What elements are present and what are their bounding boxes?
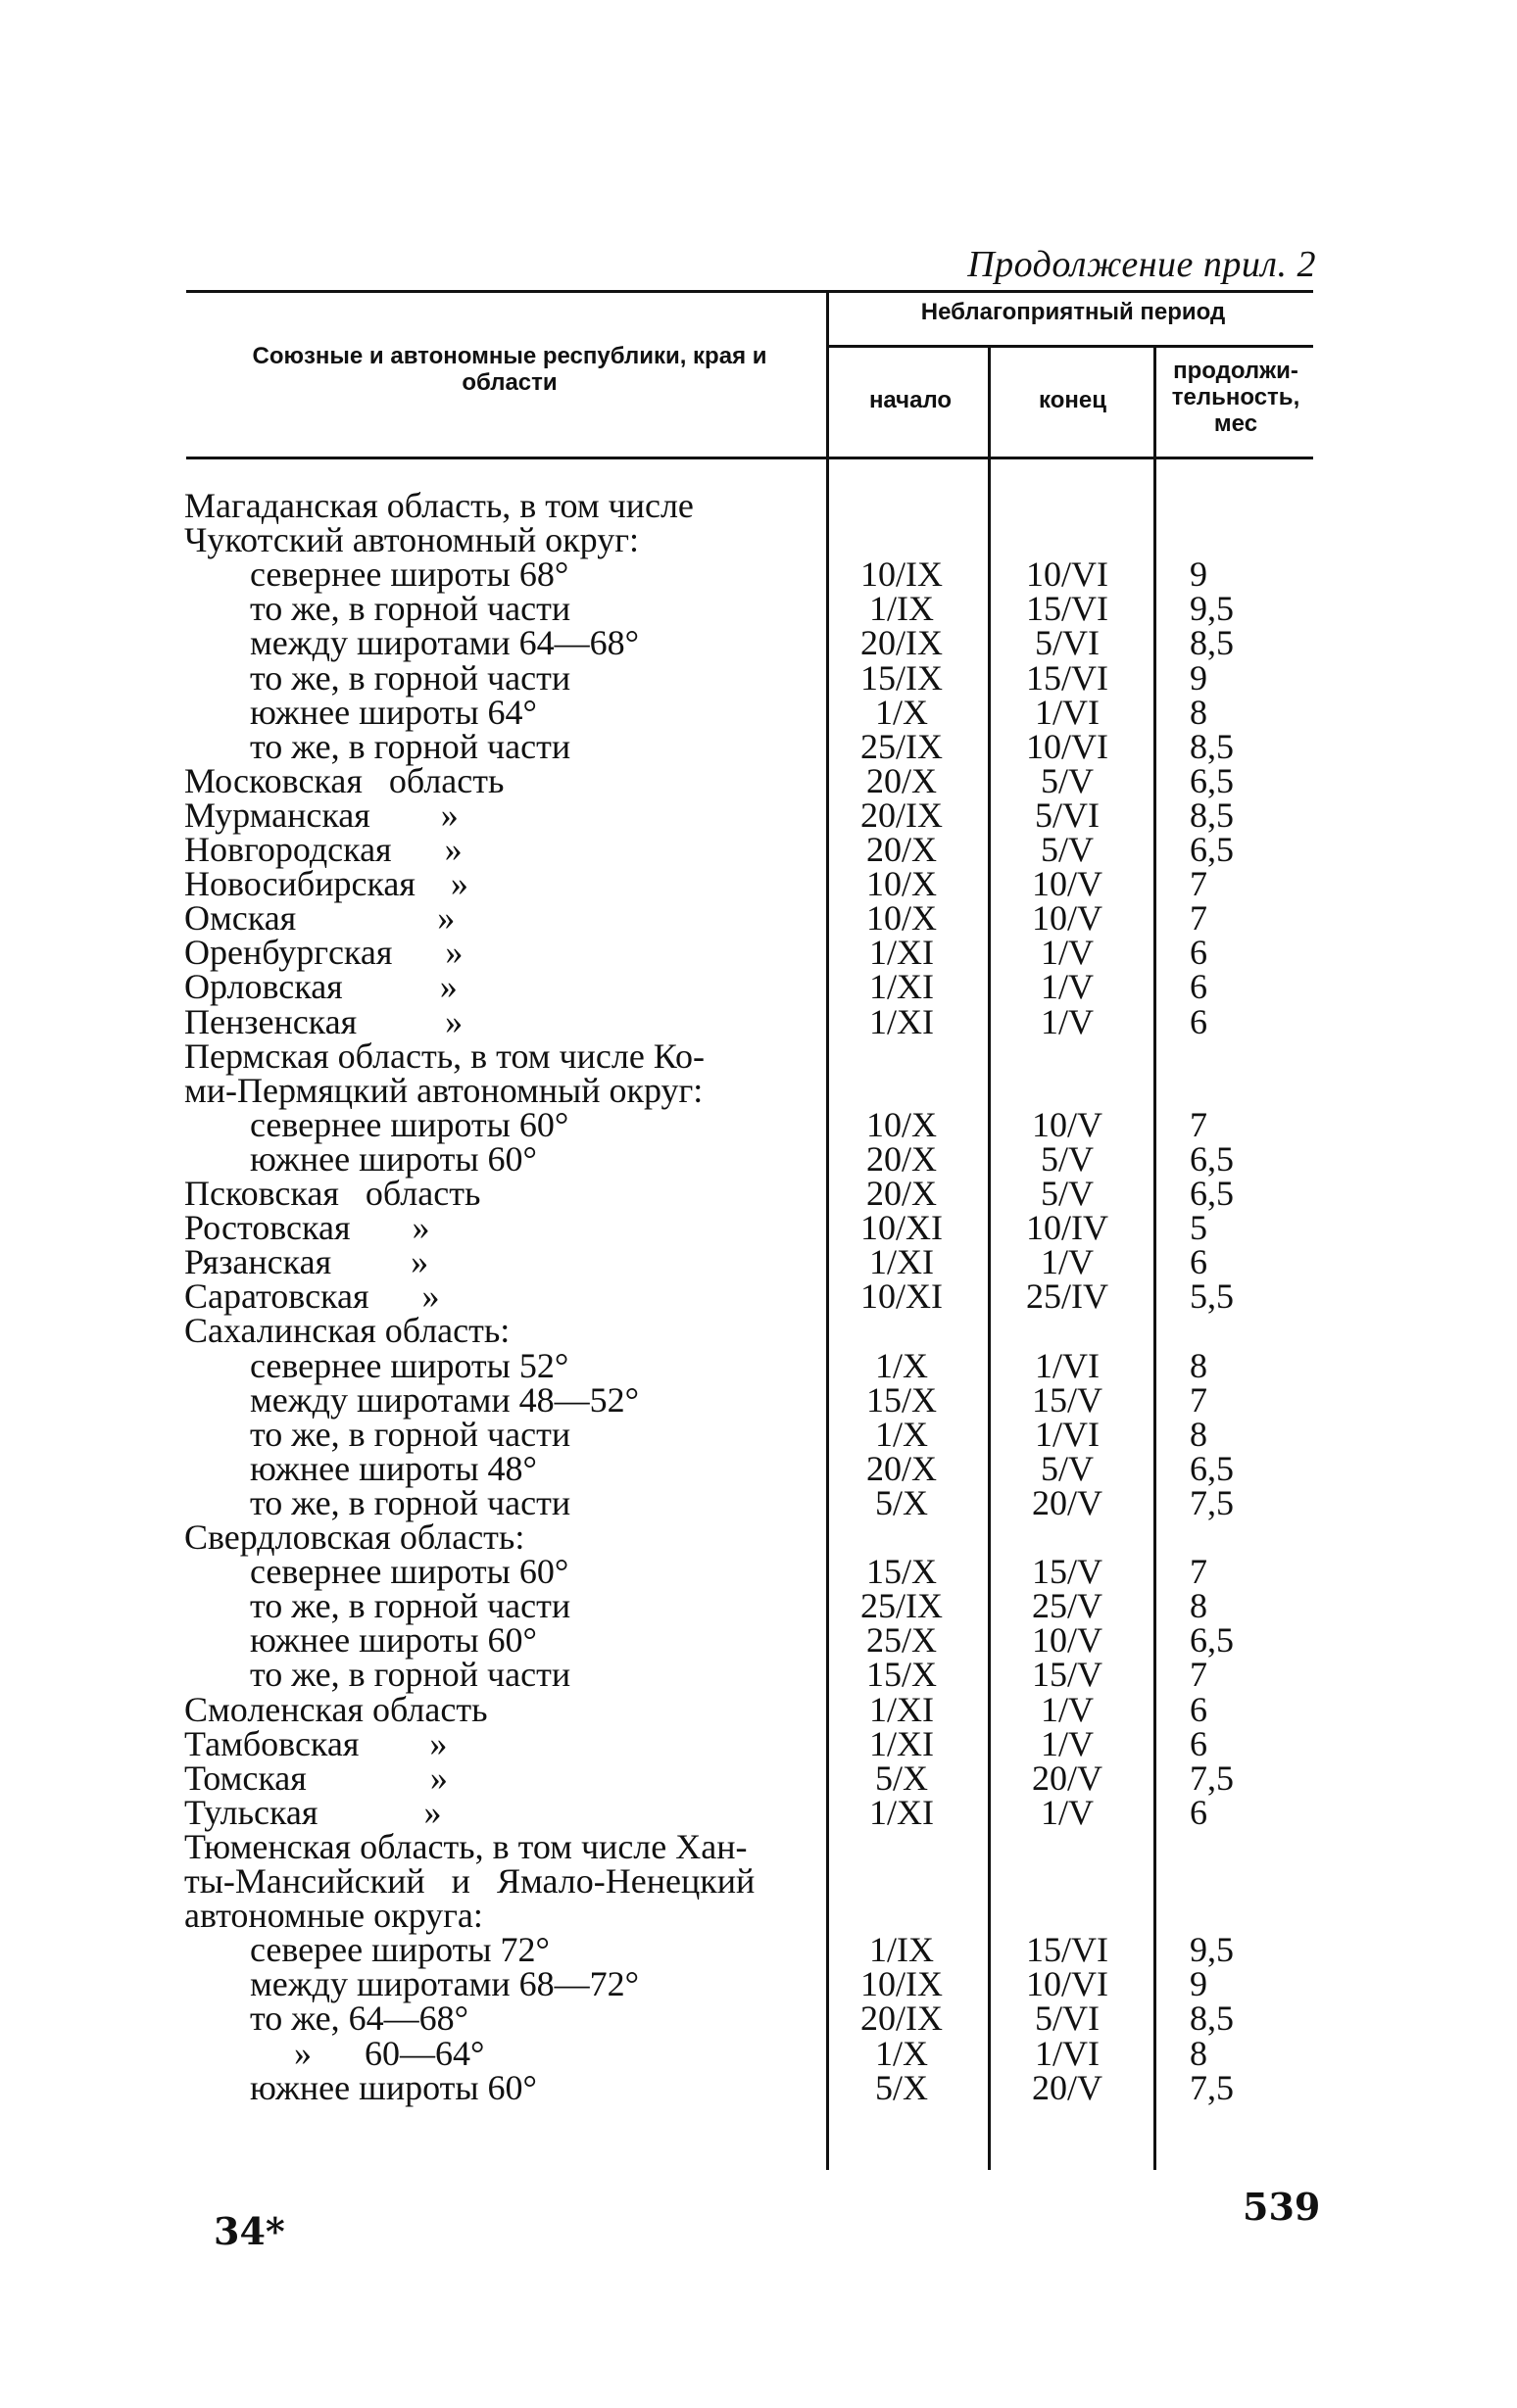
region-name: южнее широты 60°: [250, 1620, 537, 1661]
period-end: 10/VI: [1026, 726, 1108, 766]
signature-mark: 34*: [214, 2209, 285, 2253]
table-row: [0, 1863, 1517, 1899]
header-unfavorable-period: Неблагоприятный период: [920, 299, 1226, 325]
period-duration: 6: [1190, 967, 1207, 1007]
period-start: 1/XI: [869, 933, 934, 973]
period-start: 15/X: [866, 1379, 937, 1420]
table-row: [0, 1620, 1517, 1661]
period-end: 5/V: [1041, 1174, 1094, 1213]
period-duration: 9,5: [1190, 1930, 1234, 1970]
period-start: 20/IX: [860, 1999, 943, 2039]
page-number: 539: [1243, 2185, 1321, 2229]
region-name: Пермская область, в том числе Ко-: [184, 1035, 706, 1076]
header-start: начало: [868, 387, 953, 413]
period-end: 5/V: [1041, 830, 1094, 869]
table-row: [0, 1035, 1517, 1076]
region-name: северее широты 72°: [250, 1930, 550, 1970]
region-name: ты-Мансийский и Ямало-Ненецкий: [184, 1861, 756, 1901]
region-name: то же, в горной части: [250, 726, 571, 766]
table-row: [0, 2067, 1517, 2107]
table-row: [0, 832, 1517, 867]
period-start: 25/IX: [860, 726, 943, 766]
period-end: 10/VI: [1026, 554, 1108, 595]
region-name: Московская область: [184, 760, 505, 800]
period-end: 20/V: [1032, 2067, 1102, 2107]
period-start: 1/XI: [869, 1723, 934, 1763]
table-top-rule: [186, 290, 1313, 293]
period-start: 20/X: [866, 1174, 937, 1213]
table-row: [0, 1999, 1517, 2039]
period-start: 20/X: [866, 1448, 937, 1488]
period-start: 15/X: [866, 1655, 937, 1695]
region-name: Оренбургская »: [184, 933, 464, 973]
region-name: Тамбовская »: [184, 1723, 448, 1763]
table-row: [0, 1448, 1517, 1488]
period-duration: 5,5: [1190, 1276, 1234, 1317]
region-name: Сахалинская область:: [184, 1311, 511, 1351]
table-row: [0, 967, 1517, 1007]
table-row: [0, 1826, 1517, 1866]
region-name: Омская »: [184, 898, 456, 939]
period-end: 10/V: [1032, 1620, 1102, 1661]
period-end: 5/VI: [1035, 1999, 1100, 2039]
table-row: [0, 1208, 1517, 1248]
region-name: Магаданская область, в том числе: [184, 486, 694, 525]
period-end: 10/IV: [1026, 1208, 1108, 1248]
period-duration: 6: [1190, 1792, 1207, 1832]
region-name: севернее широты 68°: [250, 554, 569, 595]
table-row: [0, 864, 1517, 904]
period-end: 10/V: [1032, 898, 1102, 939]
region-name: то же, в горной части: [250, 1414, 571, 1454]
period-start: 1/XI: [869, 967, 934, 1007]
region-name: Саратовская »: [184, 1276, 440, 1317]
header-duration: продолжи-тельность, мес: [1171, 358, 1300, 437]
period-duration: 6: [1190, 1001, 1207, 1041]
region-name: то же, 64—68°: [250, 1999, 469, 2039]
table-row: [0, 1276, 1517, 1317]
period-end: 1/VI: [1035, 2033, 1100, 2073]
region-name: между широтами 48—52°: [250, 1379, 640, 1420]
table-row: [0, 1655, 1517, 1695]
group-header-rule: [828, 345, 1313, 348]
period-duration: 9: [1190, 1964, 1207, 2004]
period-start: 10/X: [866, 1104, 937, 1144]
region-name: севернее широты 52°: [250, 1345, 569, 1385]
region-name: Орловская »: [184, 967, 458, 1007]
region-name: южнее широты 60°: [250, 1138, 537, 1179]
header-regions: Союзные и автономные республики, края и области: [252, 343, 767, 396]
period-start: 10/X: [866, 864, 937, 904]
region-name: автономные округа:: [184, 1896, 483, 1936]
period-duration: 6,5: [1190, 1174, 1234, 1213]
region-name: то же, в горной части: [250, 1586, 571, 1626]
region-name: между широтами 64—68°: [250, 623, 640, 663]
period-duration: 7: [1190, 1552, 1207, 1592]
header-bottom-rule: [186, 457, 1313, 459]
period-start: 10/IX: [860, 1964, 943, 2004]
period-start: 1/X: [875, 1345, 928, 1385]
period-duration: 5: [1190, 1208, 1207, 1248]
period-start: 20/IX: [860, 623, 943, 663]
table-row: [0, 1930, 1517, 1970]
period-end: 1/VI: [1035, 692, 1100, 732]
period-duration: 9: [1190, 657, 1207, 698]
table-row: [0, 1176, 1517, 1211]
period-start: 10/X: [866, 898, 937, 939]
period-duration: 8: [1190, 1414, 1207, 1454]
period-end: 20/V: [1032, 1482, 1102, 1522]
table-row: [0, 1689, 1517, 1729]
table-row: [0, 1482, 1517, 1522]
period-duration: 6,5: [1190, 760, 1234, 800]
period-duration: 6,5: [1190, 1620, 1234, 1661]
table-row: [0, 726, 1517, 766]
period-start: 10/XI: [860, 1276, 943, 1317]
period-start: 15/IX: [860, 657, 943, 698]
table-row: [0, 898, 1517, 939]
period-end: 1/V: [1041, 1792, 1094, 1832]
period-end: 5/VI: [1035, 623, 1100, 663]
period-end: 1/VI: [1035, 1414, 1100, 1454]
period-end: 15/VI: [1026, 657, 1108, 698]
period-start: 5/X: [875, 1758, 928, 1798]
table-row: [0, 1964, 1517, 2004]
region-name: Новгородская »: [184, 830, 463, 869]
period-start: 25/IX: [860, 1586, 943, 1626]
region-name: Ростовская »: [184, 1208, 430, 1248]
period-duration: 7,5: [1190, 1758, 1234, 1798]
table-row: [0, 589, 1517, 629]
period-end: 10/VI: [1026, 1964, 1108, 2004]
period-start: 20/X: [866, 760, 937, 800]
period-duration: 8,5: [1190, 726, 1234, 766]
period-start: 20/X: [866, 830, 937, 869]
period-duration: 8: [1190, 1345, 1207, 1385]
continuation-caption: Продолжение прил. 2: [967, 244, 1316, 285]
table-row: [0, 1311, 1517, 1351]
period-end: 1/V: [1041, 1723, 1094, 1763]
period-end: 5/V: [1041, 760, 1094, 800]
period-duration: 7: [1190, 898, 1207, 939]
table-row: [0, 933, 1517, 973]
region-name: Тюменская область, в том числе Хан-: [184, 1826, 748, 1866]
table-row: [0, 1723, 1517, 1763]
region-name: севернее широты 60°: [250, 1104, 569, 1144]
period-end: 5/V: [1041, 1448, 1094, 1488]
region-name: то же, в горной части: [250, 1482, 571, 1522]
period-duration: 7: [1190, 1655, 1207, 1695]
period-duration: 7,5: [1190, 1482, 1234, 1522]
period-start: 1/XI: [869, 1242, 934, 1282]
period-duration: 8: [1190, 2033, 1207, 2073]
region-name: южнее широты 64°: [250, 692, 537, 732]
region-name: Рязанская »: [184, 1242, 429, 1282]
period-start: 20/X: [866, 1138, 937, 1179]
region-name: Смоленская область: [184, 1689, 488, 1729]
table-row: [0, 692, 1517, 732]
period-duration: 7: [1190, 1379, 1207, 1420]
period-end: 15/VI: [1026, 589, 1108, 629]
period-end: 20/V: [1032, 1758, 1102, 1798]
table-row: [0, 1242, 1517, 1282]
period-start: 1/IX: [869, 589, 934, 629]
region-name: южнее широты 48°: [250, 1448, 537, 1488]
period-duration: 6: [1190, 1242, 1207, 1282]
period-start: 25/X: [866, 1620, 937, 1661]
period-duration: 9,5: [1190, 589, 1234, 629]
period-start: 10/XI: [860, 1208, 943, 1248]
table-row: [0, 520, 1517, 560]
period-duration: 8: [1190, 692, 1207, 732]
table-row: [0, 760, 1517, 800]
table-row: [0, 1001, 1517, 1041]
period-duration: 8,5: [1190, 623, 1234, 663]
period-start: 1/XI: [869, 1001, 934, 1041]
period-end: 15/V: [1032, 1379, 1102, 1420]
period-start: 1/X: [875, 1414, 928, 1454]
region-name: то же, в горной части: [250, 1655, 571, 1695]
region-name: Томская »: [184, 1758, 448, 1798]
period-start: 20/IX: [860, 795, 943, 835]
period-end: 5/VI: [1035, 795, 1100, 835]
table-row: [0, 554, 1517, 595]
table-row: [0, 1519, 1517, 1555]
period-duration: 6,5: [1190, 830, 1234, 869]
period-end: 15/V: [1032, 1552, 1102, 1592]
period-end: 15/V: [1032, 1655, 1102, 1695]
period-duration: 7,5: [1190, 2067, 1234, 2107]
period-start: 15/X: [866, 1552, 937, 1592]
period-end: 1/V: [1041, 1689, 1094, 1729]
period-start: 10/IX: [860, 554, 943, 595]
period-duration: 8,5: [1190, 795, 1234, 835]
table-row: [0, 1896, 1517, 1936]
period-duration: 7: [1190, 1104, 1207, 1144]
period-end: 10/V: [1032, 1104, 1102, 1144]
period-duration: 6: [1190, 1689, 1207, 1729]
period-start: 1/X: [875, 2033, 928, 2073]
period-duration: 7: [1190, 864, 1207, 904]
period-duration: 9: [1190, 554, 1207, 595]
period-end: 1/V: [1041, 1001, 1094, 1041]
table-row: [0, 1586, 1517, 1626]
period-start: 1/X: [875, 692, 928, 732]
table-row: [0, 797, 1517, 833]
table-row: [0, 488, 1517, 523]
region-name: то же, в горной части: [250, 657, 571, 698]
region-name: Псковская область: [184, 1174, 481, 1213]
period-start: 5/X: [875, 2067, 928, 2107]
period-duration: 8: [1190, 1586, 1207, 1626]
region-name: то же, в горной части: [250, 589, 571, 629]
region-name: между широтами 68—72°: [250, 1964, 640, 2004]
period-end: 25/V: [1032, 1586, 1102, 1626]
table-row: [0, 1760, 1517, 1796]
period-end: 10/V: [1032, 864, 1102, 904]
region-name: » 60—64°: [294, 2033, 485, 2073]
period-start: 1/XI: [869, 1792, 934, 1832]
region-name: южнее широты 60°: [250, 2067, 537, 2107]
table-row: [0, 1104, 1517, 1144]
table-row: [0, 2033, 1517, 2073]
period-duration: 6: [1190, 933, 1207, 973]
region-name: ми-Пермяцкий автономный округ:: [184, 1070, 704, 1110]
table-row: [0, 1792, 1517, 1832]
period-end: 1/V: [1041, 967, 1094, 1007]
table-row: [0, 623, 1517, 663]
period-duration: 8,5: [1190, 1999, 1234, 2039]
table-row: [0, 1138, 1517, 1179]
region-name: Чукотский автономный округ:: [184, 520, 639, 560]
period-end: 15/VI: [1026, 1930, 1108, 1970]
header-end: конец: [1039, 387, 1106, 413]
region-name: Тульская »: [184, 1792, 442, 1832]
region-name: Свердловская область:: [184, 1517, 525, 1557]
table-row: [0, 1552, 1517, 1592]
region-name: Мурманская »: [184, 795, 459, 835]
table-row: [0, 1070, 1517, 1110]
region-name: севернее широты 60°: [250, 1552, 569, 1592]
region-name: Новосибирская »: [184, 864, 468, 904]
table-row: [0, 1414, 1517, 1454]
period-end: 1/V: [1041, 1242, 1094, 1282]
period-end: 1/VI: [1035, 1345, 1100, 1385]
period-duration: 6,5: [1190, 1138, 1234, 1179]
period-end: 1/V: [1041, 933, 1094, 973]
period-start: 1/IX: [869, 1930, 934, 1970]
region-name: Пензенская »: [184, 1001, 464, 1041]
table-row: [0, 1345, 1517, 1385]
table-row: [0, 657, 1517, 698]
period-duration: 6: [1190, 1723, 1207, 1763]
period-end: 5/V: [1041, 1138, 1094, 1179]
table-row: [0, 1379, 1517, 1420]
period-end: 25/IV: [1026, 1276, 1108, 1317]
period-start: 1/XI: [869, 1689, 934, 1729]
period-duration: 6,5: [1190, 1448, 1234, 1488]
period-start: 5/X: [875, 1482, 928, 1522]
